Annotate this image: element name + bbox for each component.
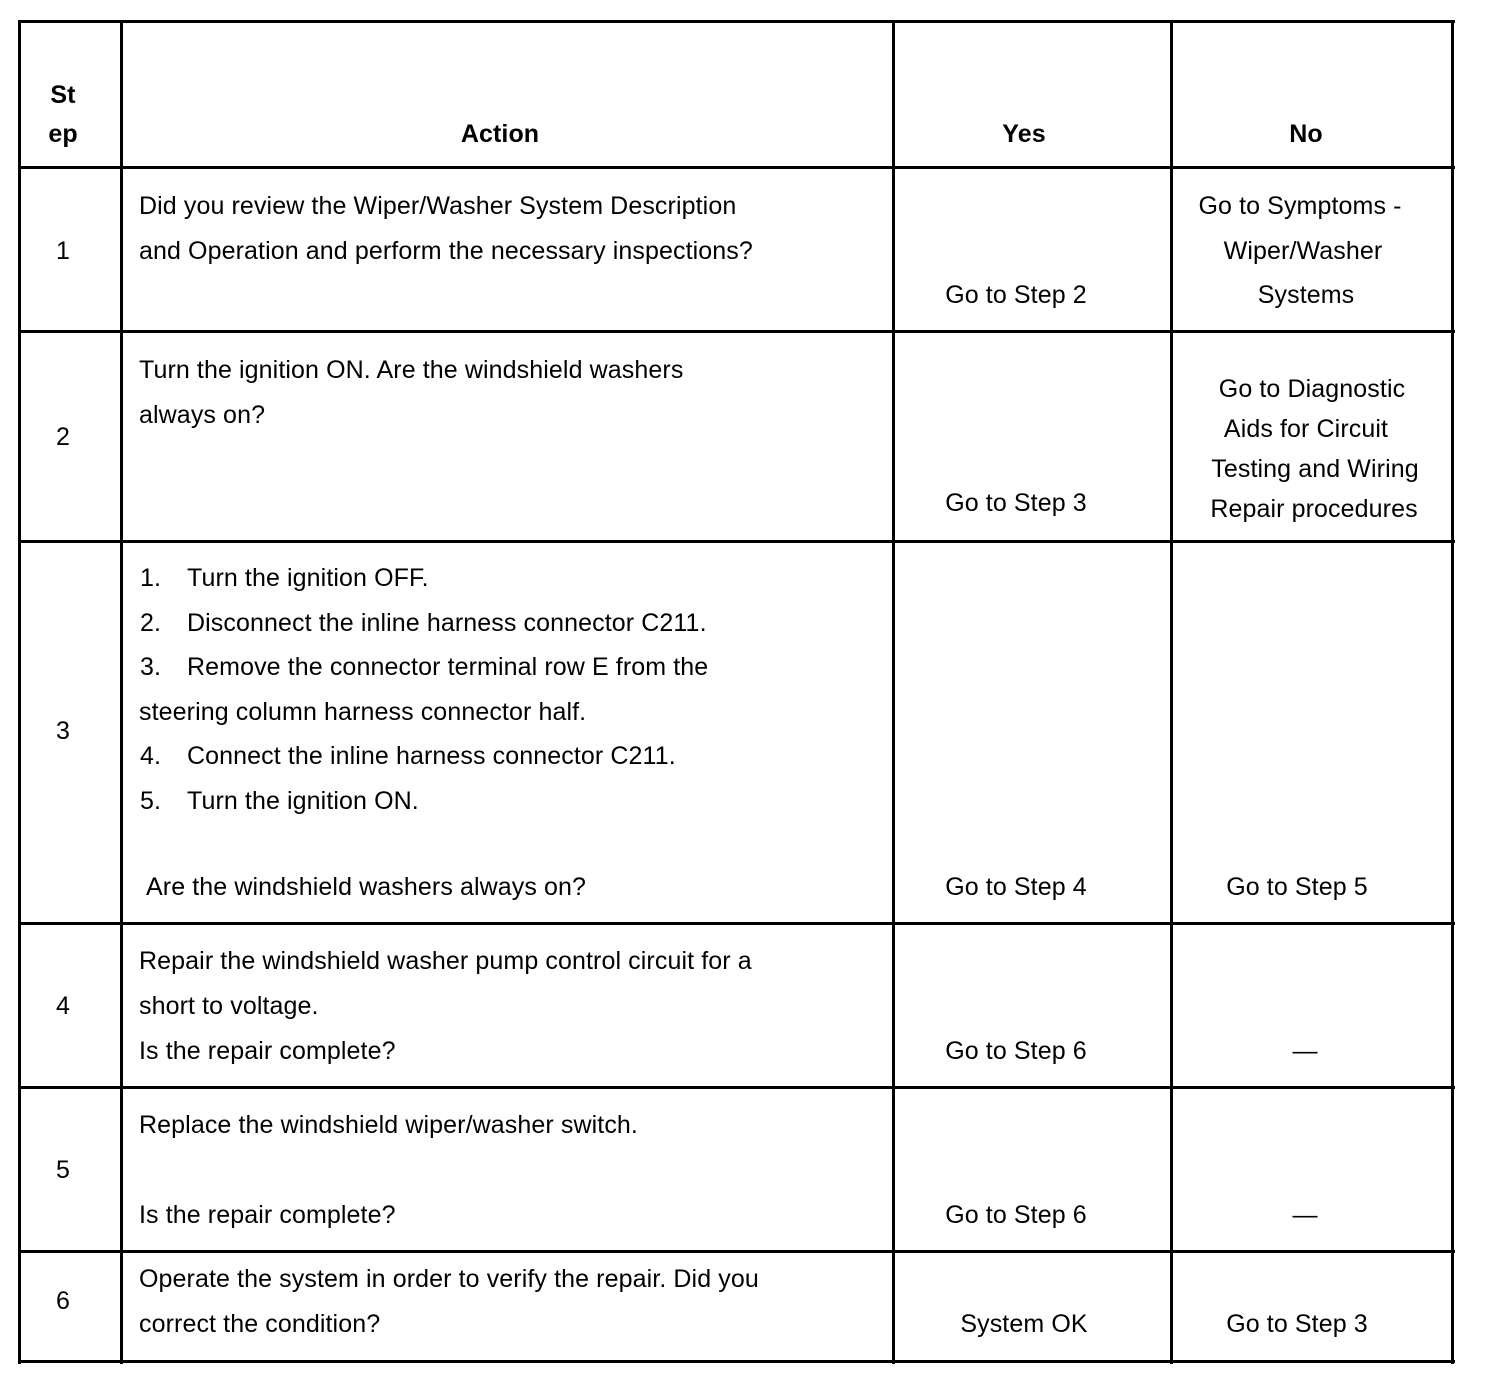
table-border-top xyxy=(18,20,1455,23)
row-divider xyxy=(18,1086,1455,1089)
step-number: 2 xyxy=(55,423,71,451)
action-text: Repair the windshield washer pump control circuit for a xyxy=(139,947,752,975)
column-divider xyxy=(892,21,895,1364)
list-item-text: Connect the inline harness connector C211. xyxy=(187,742,676,770)
step-number: 4 xyxy=(55,992,71,1020)
no-link[interactable]: Go to Symptoms - xyxy=(1198,192,1402,220)
header-step: ep xyxy=(48,120,78,148)
list-item-text: Turn the ignition ON. xyxy=(187,787,419,815)
action-question: Are the windshield washers always on? xyxy=(146,873,587,901)
no-link[interactable]: Repair procedures xyxy=(1210,495,1418,523)
no-value: — xyxy=(1292,1201,1318,1229)
row-divider xyxy=(18,922,1455,925)
yes-link[interactable]: Go to Step 3 xyxy=(945,489,1087,517)
action-text: Operate the system in order to verify the repair. Did you xyxy=(139,1265,759,1293)
step-number: 1 xyxy=(55,237,71,265)
row-divider xyxy=(18,540,1455,543)
list-item-text: steering column harness connector half. xyxy=(139,698,587,726)
list-item-number: 2. xyxy=(140,609,162,637)
list-item-text: Turn the ignition OFF. xyxy=(187,564,429,592)
header-step: St xyxy=(50,81,76,109)
header-action: Action xyxy=(460,120,540,148)
no-link[interactable]: Go to Step 5 xyxy=(1226,873,1368,901)
action-text: Turn the ignition ON. Are the windshield washers xyxy=(139,356,684,384)
header-no: No xyxy=(1289,120,1323,148)
no-link[interactable]: Go to Step 3 xyxy=(1226,1310,1368,1338)
table-border-left xyxy=(18,21,21,1364)
action-text: Replace the windshield wiper/washer switch. xyxy=(139,1111,638,1139)
no-link[interactable]: Testing and Wiring xyxy=(1211,455,1419,483)
no-link[interactable]: Wiper/Washer xyxy=(1223,237,1383,265)
action-text: Is the repair complete? xyxy=(139,1201,396,1229)
action-text: Is the repair complete? xyxy=(139,1037,396,1065)
step-number: 3 xyxy=(55,717,71,745)
step-number: 5 xyxy=(55,1156,71,1184)
row-divider xyxy=(18,330,1455,333)
yes-value: System OK xyxy=(960,1310,1088,1338)
action-text: short to voltage. xyxy=(139,992,319,1020)
list-item-text: Disconnect the inline harness connector C211. xyxy=(187,609,707,637)
list-item-number: 4. xyxy=(140,742,162,770)
list-item-number: 5. xyxy=(140,787,162,815)
table-border-right xyxy=(1451,21,1454,1364)
action-text: always on? xyxy=(139,401,266,429)
table-border-bottom xyxy=(18,1360,1455,1363)
column-divider xyxy=(1170,21,1173,1364)
step-number: 6 xyxy=(55,1287,71,1315)
no-link[interactable]: Aids for Circuit xyxy=(1223,415,1389,443)
list-item-number: 3. xyxy=(140,653,162,681)
no-link[interactable]: Systems xyxy=(1257,281,1355,309)
no-link[interactable]: Go to Diagnostic xyxy=(1218,375,1406,403)
yes-link[interactable]: Go to Step 6 xyxy=(945,1201,1087,1229)
yes-link[interactable]: Go to Step 4 xyxy=(945,873,1087,901)
action-text: Did you review the Wiper/Washer System Description xyxy=(139,192,737,220)
yes-link[interactable]: Go to Step 2 xyxy=(945,281,1087,309)
list-item-number: 1. xyxy=(140,564,162,592)
yes-link[interactable]: Go to Step 6 xyxy=(945,1037,1087,1065)
action-text: and Operation and perform the necessary inspections? xyxy=(139,237,753,265)
action-text: correct the condition? xyxy=(139,1310,381,1338)
header-divider xyxy=(18,166,1455,169)
row-divider xyxy=(18,1250,1455,1253)
header-yes: Yes xyxy=(1002,120,1046,148)
list-item-text: Remove the connector terminal row E from the xyxy=(187,653,709,681)
column-divider xyxy=(120,21,123,1364)
no-value: — xyxy=(1292,1037,1318,1065)
